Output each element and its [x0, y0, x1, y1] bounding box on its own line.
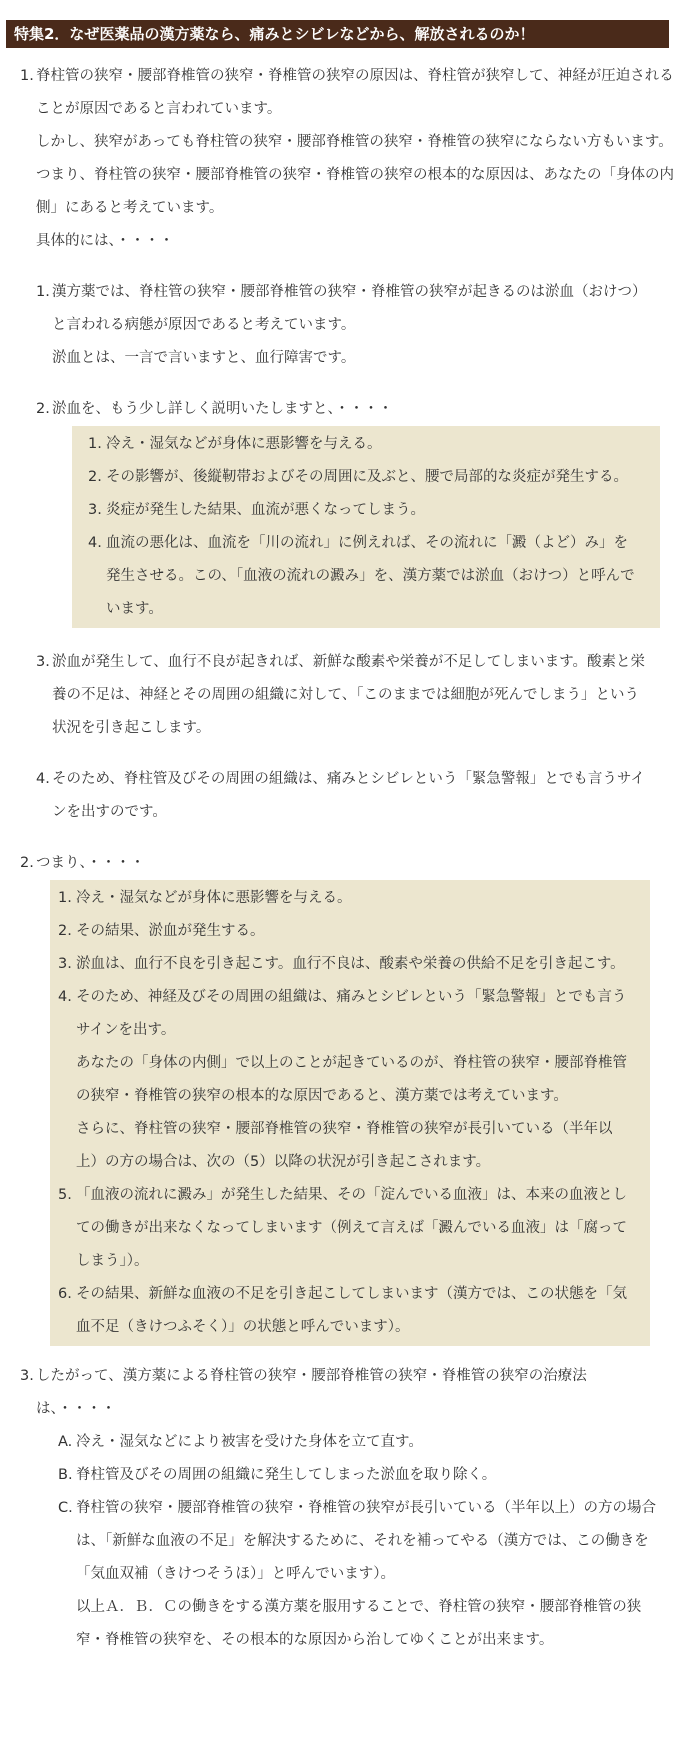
list-item	[58, 948, 628, 981]
paragraph: 具体的には、・・・・	[36, 233, 174, 249]
paragraph: 冷え・湿気などにより被害を受けた身体を立て直す。	[76, 1434, 423, 1450]
paragraph: そのため、神経及びその周囲の組織は、痛みとシビレという「緊急警報」とでも言うサインを出す。	[76, 989, 627, 1038]
paragraph: 炎症が発生した結果、血流が悪くなってしまう。	[106, 502, 425, 518]
list-item	[88, 428, 638, 461]
list-number: 6.	[58, 1286, 72, 1302]
list-item	[0, 1426, 656, 1459]
highlight-box	[72, 426, 660, 628]
paragraph: 脊柱管の狭窄・腰部脊椎管の狭窄・脊椎管の狭窄の原因は、脊柱管が狭窄して、神経が圧迫されることが原因であると言われています。	[36, 68, 674, 117]
list-number: 3.	[20, 1368, 34, 1384]
list-number: B.	[58, 1467, 73, 1483]
paragraph: 「血液の流れに澱み」が発生した結果、その「淀んでいる血液」は、本来の血液としての働きが出来なくなってしまいます（例えて言えば「澱んでいる血液」は「腐ってしまう」）。	[76, 1187, 627, 1269]
list-number: 4.	[36, 771, 50, 787]
paragraph: 脊柱管及びその周囲の組織に発生してしまった淤血を取り除く。	[76, 1467, 497, 1483]
paragraph: 淤血は、血行不良を引き起こす。血行不良は、酸素や栄養の供給不足を引き起こす。	[76, 956, 625, 972]
list-number: 2.	[58, 923, 72, 939]
list-item	[88, 527, 638, 626]
list-item	[58, 1278, 628, 1344]
paragraph: したがって、漢方薬による脊柱管の狭窄・腰部脊椎管の狭窄・脊椎管の狭窄の治療法は、・・・・	[36, 1368, 587, 1417]
paragraph: 淤血を、もう少し詳しく説明いたしますと、・・・・	[52, 401, 393, 417]
paragraph: 淤血が発生して、血行不良が起きれば、新鮮な酸素や栄養が不足してしまいます。酸素と栄養の不足は、神経とその周囲の組織に対して、「このままでは細胞が死んでしまう」という状況を引き起こします。	[52, 654, 646, 736]
paragraph: その結果、淤血が発生する。	[76, 923, 265, 939]
list-number: 3.	[88, 502, 102, 518]
list-item	[58, 915, 628, 948]
paragraph: その影響が、後縦靭帯およびその周囲に及ぶと、腰で局部的な炎症が発生する。	[106, 469, 628, 485]
paragraph: 脊柱管の狭窄・腰部脊椎管の狭窄・脊椎管の狭窄が長引いている（半年以上）の方の場合は、「新鮮な血液の不足」を解決するために、それを補ってやる（漢方では、この働きを「気血双補（きけつそうほ）」と呼んでいます）。	[76, 1500, 656, 1582]
list-item	[88, 461, 638, 494]
list-number: 5.	[58, 1187, 72, 1203]
paragraph: あなたの「身体の内側」で以上のことが起きているのが、脊柱管の狭窄・腰部脊椎管の狭窄・脊椎管の狭窄の根本的な原因であると、漢方薬では考えています。	[76, 1055, 627, 1104]
list-item	[0, 646, 652, 745]
paragraph: 以上Ａ．Ｂ．Ｃの働きをする漢方薬を服用することで、脊柱管の狭窄・腰部脊椎管の狭窄・脊椎管の狭窄を、その根本的な原因から治してゆくことが出来ます。	[76, 1599, 642, 1648]
highlight-box	[50, 880, 650, 1346]
list-number: 2.	[20, 855, 34, 871]
paragraph: 漢方薬では、脊柱管の狭窄・腰部脊椎管の狭窄・脊椎管の狭窄が起きるのは淤血（おけつ）と言われる病態が原因であると考えています。	[52, 284, 647, 333]
list-item	[0, 1459, 656, 1492]
list-number: 2.	[88, 469, 102, 485]
paragraph: つまり、・・・・	[36, 855, 145, 871]
list-item	[58, 981, 628, 1179]
list-item	[0, 847, 676, 880]
paragraph: 冷え・湿気などが身体に悪影響を与える。	[76, 890, 352, 906]
list-item	[0, 1360, 636, 1426]
list-number: 1.	[88, 436, 102, 452]
paragraph: しかし、狭窄があっても脊柱管の狭窄・腰部脊椎管の狭窄・脊椎管の狭窄にならない方もいます。つまり、脊柱管の狭窄・腰部脊椎管の狭窄・脊椎管の狭窄の根本的な原因は、あなたの「身体の内側」にあると考えています。	[36, 134, 674, 216]
section-header	[6, 20, 669, 48]
list-number: 4.	[58, 989, 72, 1005]
article-content	[0, 60, 679, 1657]
paragraph: 冷え・湿気などが身体に悪影響を与える。	[106, 436, 382, 452]
list-item	[58, 882, 628, 915]
list-item	[0, 276, 652, 375]
list-item	[88, 494, 638, 527]
list-number: A.	[58, 1434, 73, 1450]
section-title: 特集2．なぜ医薬品の漢方薬なら、痛みとシビレなどから、解放されるのか！	[14, 25, 535, 43]
list-number: 3.	[58, 956, 72, 972]
paragraph: 血流の悪化は、血流を「川の流れ」に例えれば、その流れに「澱（よど）み」を発生させる。この、「血液の流れの澱み」を、漢方薬では淤血（おけつ）と呼んでいます。	[106, 535, 635, 617]
list-number: 1.	[20, 68, 34, 84]
list-item	[0, 763, 652, 829]
list-number: 2.	[36, 401, 50, 417]
list-number: C.	[58, 1500, 73, 1516]
paragraph: さらに、脊柱管の狭窄・腰部脊椎管の狭窄・脊椎管の狭窄が長引いている（半年以上）の方の場合は、次の（5）以降の状況が引き起こされます。	[76, 1121, 613, 1170]
list-item	[0, 393, 652, 426]
list-item	[0, 1492, 656, 1657]
paragraph: 淤血とは、一言で言いますと、血行障害です。	[52, 350, 356, 366]
paragraph: そのため、脊柱管及びその周囲の組織は、痛みとシビレという「緊急警報」とでも言うサインを出すのです。	[52, 771, 645, 820]
list-item	[0, 60, 676, 258]
list-number: 3.	[36, 654, 50, 670]
list-number: 1.	[58, 890, 72, 906]
list-number: 4.	[88, 535, 102, 551]
paragraph: その結果、新鮮な血液の不足を引き起こしてしまいます（漢方では、この状態を「気血不足（きけつふそく）」の状態と呼んでいます）。	[76, 1286, 627, 1335]
list-item	[58, 1179, 628, 1278]
list-number: 1.	[36, 284, 50, 300]
